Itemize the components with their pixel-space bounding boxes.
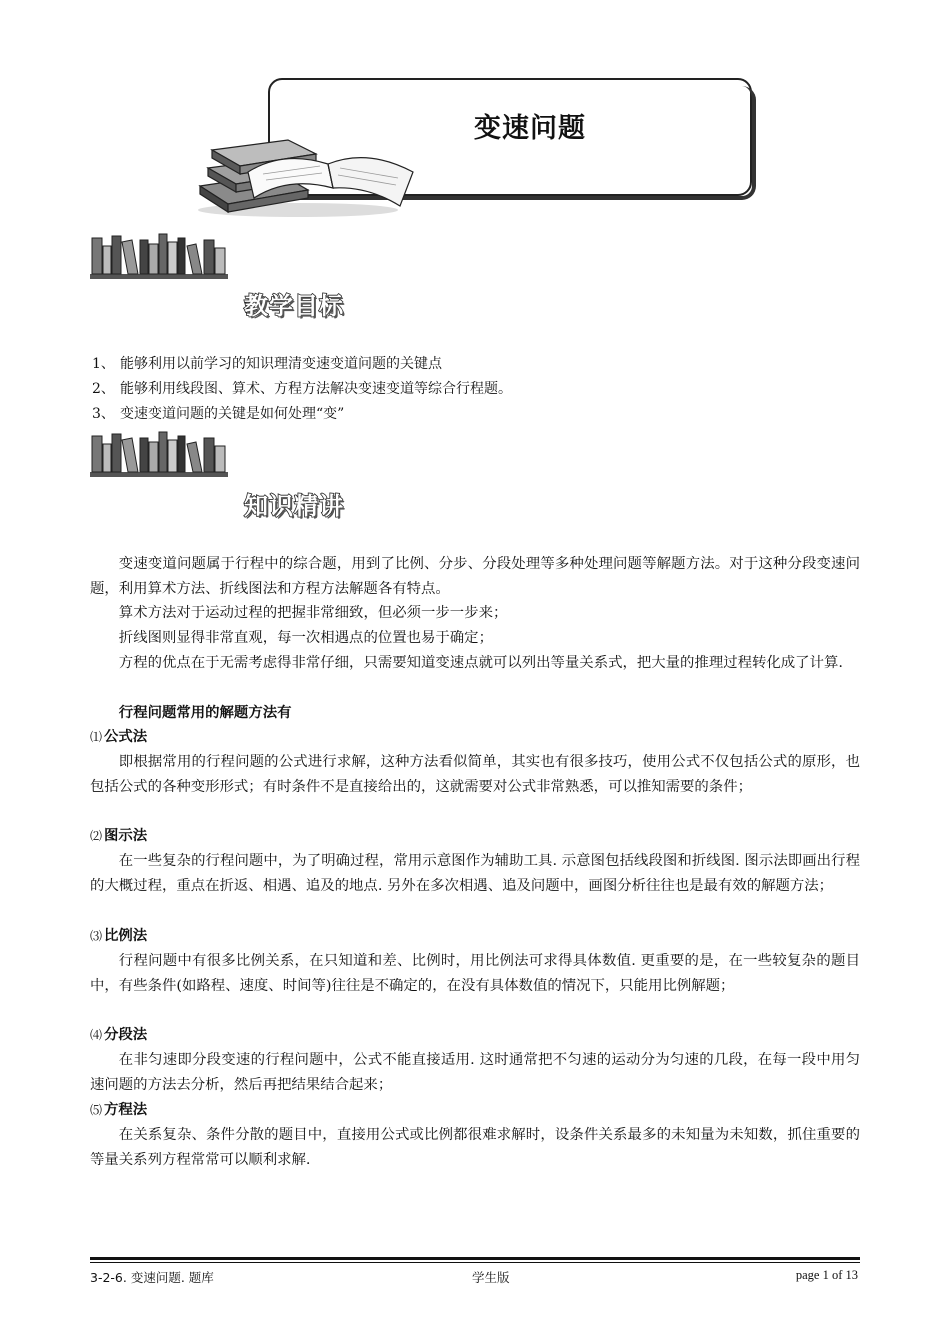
footer-edition: 学生版	[472, 1270, 510, 1285]
method-description: 行程问题中有很多比例关系，在只知道和差、比例时，用比例法可求得具体数值. 更重要的是，在一些较复杂的题目中，有些条件(如路程、速度、时间等)往往是不确定的，在没有具体数值的情况下，只能用比例解题；	[90, 953, 860, 994]
footer-page-number: page 1 of 13	[795, 1268, 858, 1282]
method-heading	[90, 1023, 147, 1047]
method-heading	[90, 824, 147, 848]
goal-text: 能够利用线段图、算术、方程方法解决变速变道等综合行程题。	[120, 381, 512, 397]
method-description: 在关系复杂、条件分散的题目中，直接用公式或比例都很难求解时，设条件关系最多的未知量为未知数，抓住重要的等量关系列方程常常可以顺利求解.	[90, 1127, 860, 1168]
bookshelf-icon	[90, 232, 230, 280]
goal-text: 变速变道问题的关键是如何处理“变”	[120, 406, 345, 422]
graph-paragraph: 折线图则显得非常直观，每一次相遇点的位置也易于确定；	[118, 630, 493, 646]
arith-paragraph: 算术方法对于运动过程的把握非常细致，但必须一步一步来；	[118, 605, 508, 621]
section-heading-goals: 教学目标	[244, 292, 344, 320]
page-title: 变速问题	[474, 113, 586, 144]
method-name: 方程法	[104, 1101, 148, 1118]
method-number: ⑷	[90, 1028, 103, 1042]
method-heading	[90, 924, 147, 948]
goal-item	[92, 354, 442, 374]
goal-number: 1、	[92, 356, 115, 372]
method-name: 图示法	[104, 827, 148, 844]
equation-paragraph: 方程的优点在于无需考虑得非常仔细，只需要知道变速点就可以列出等量关系式，把大量的推理过程转化成了计算.	[118, 655, 843, 671]
method-description: 在非匀速即分段变速的行程问题中，公式不能直接适用. 这时通常把不匀速的运动分为匀速的几段，在每一段中用匀速问题的方法去分析，然后再把结果结合起来；	[90, 1052, 860, 1093]
method-description: 即根据常用的行程问题的公式进行求解，这种方法看似简单，其实也有很多技巧，使用公式不仅包括公式的原形，也包括公式的各种变形形式；有时条件不是直接给出的，这就需要对公式非常熟悉，可以推知需要的条件；	[90, 754, 860, 795]
footer-doc-name: 3-2-6. 变速问题. 题库	[90, 1270, 214, 1285]
method-name: 比例法	[104, 927, 148, 944]
intro-paragraph: 变速变道问题属于行程中的综合题，用到了比例、分步、分段处理等多种处理问题等解题方法。对于这种分段变速问题，利用算术方法、折线图法和方程方法解题各有特点。	[90, 556, 860, 597]
method-number: ⑶	[90, 929, 103, 943]
method-number: ⑸	[90, 1103, 103, 1117]
method-heading	[90, 725, 147, 749]
bookshelf-icon	[90, 430, 230, 478]
books-icon	[188, 128, 428, 218]
section-heading-knowledge: 知识精讲	[244, 492, 344, 520]
method-name: 分段法	[104, 1026, 148, 1043]
method-number: ⑵	[90, 829, 103, 843]
method-name: 公式法	[104, 728, 148, 745]
goal-item	[92, 379, 512, 399]
goal-text: 能够利用以前学习的知识理清变速变道问题的关键点	[120, 356, 442, 372]
goal-number: 2、	[92, 381, 115, 397]
goal-number: 3、	[92, 406, 115, 422]
goal-item	[92, 404, 344, 424]
methods-title: 行程问题常用的解题方法有	[118, 704, 292, 721]
method-heading	[90, 1098, 147, 1122]
method-number: ⑴	[90, 730, 103, 744]
footer-rule	[90, 1262, 860, 1263]
method-description: 在一些复杂的行程问题中，为了明确过程，常用示意图作为辅助工具. 示意图包括线段图和折线图. 图示法即画出行程的大概过程，重点在折返、相遇、追及的地点. 另外在多次相遇、追及问题中，画图分析往往也是最有效的解题方法；	[90, 853, 860, 894]
footer-rule	[90, 1257, 860, 1260]
